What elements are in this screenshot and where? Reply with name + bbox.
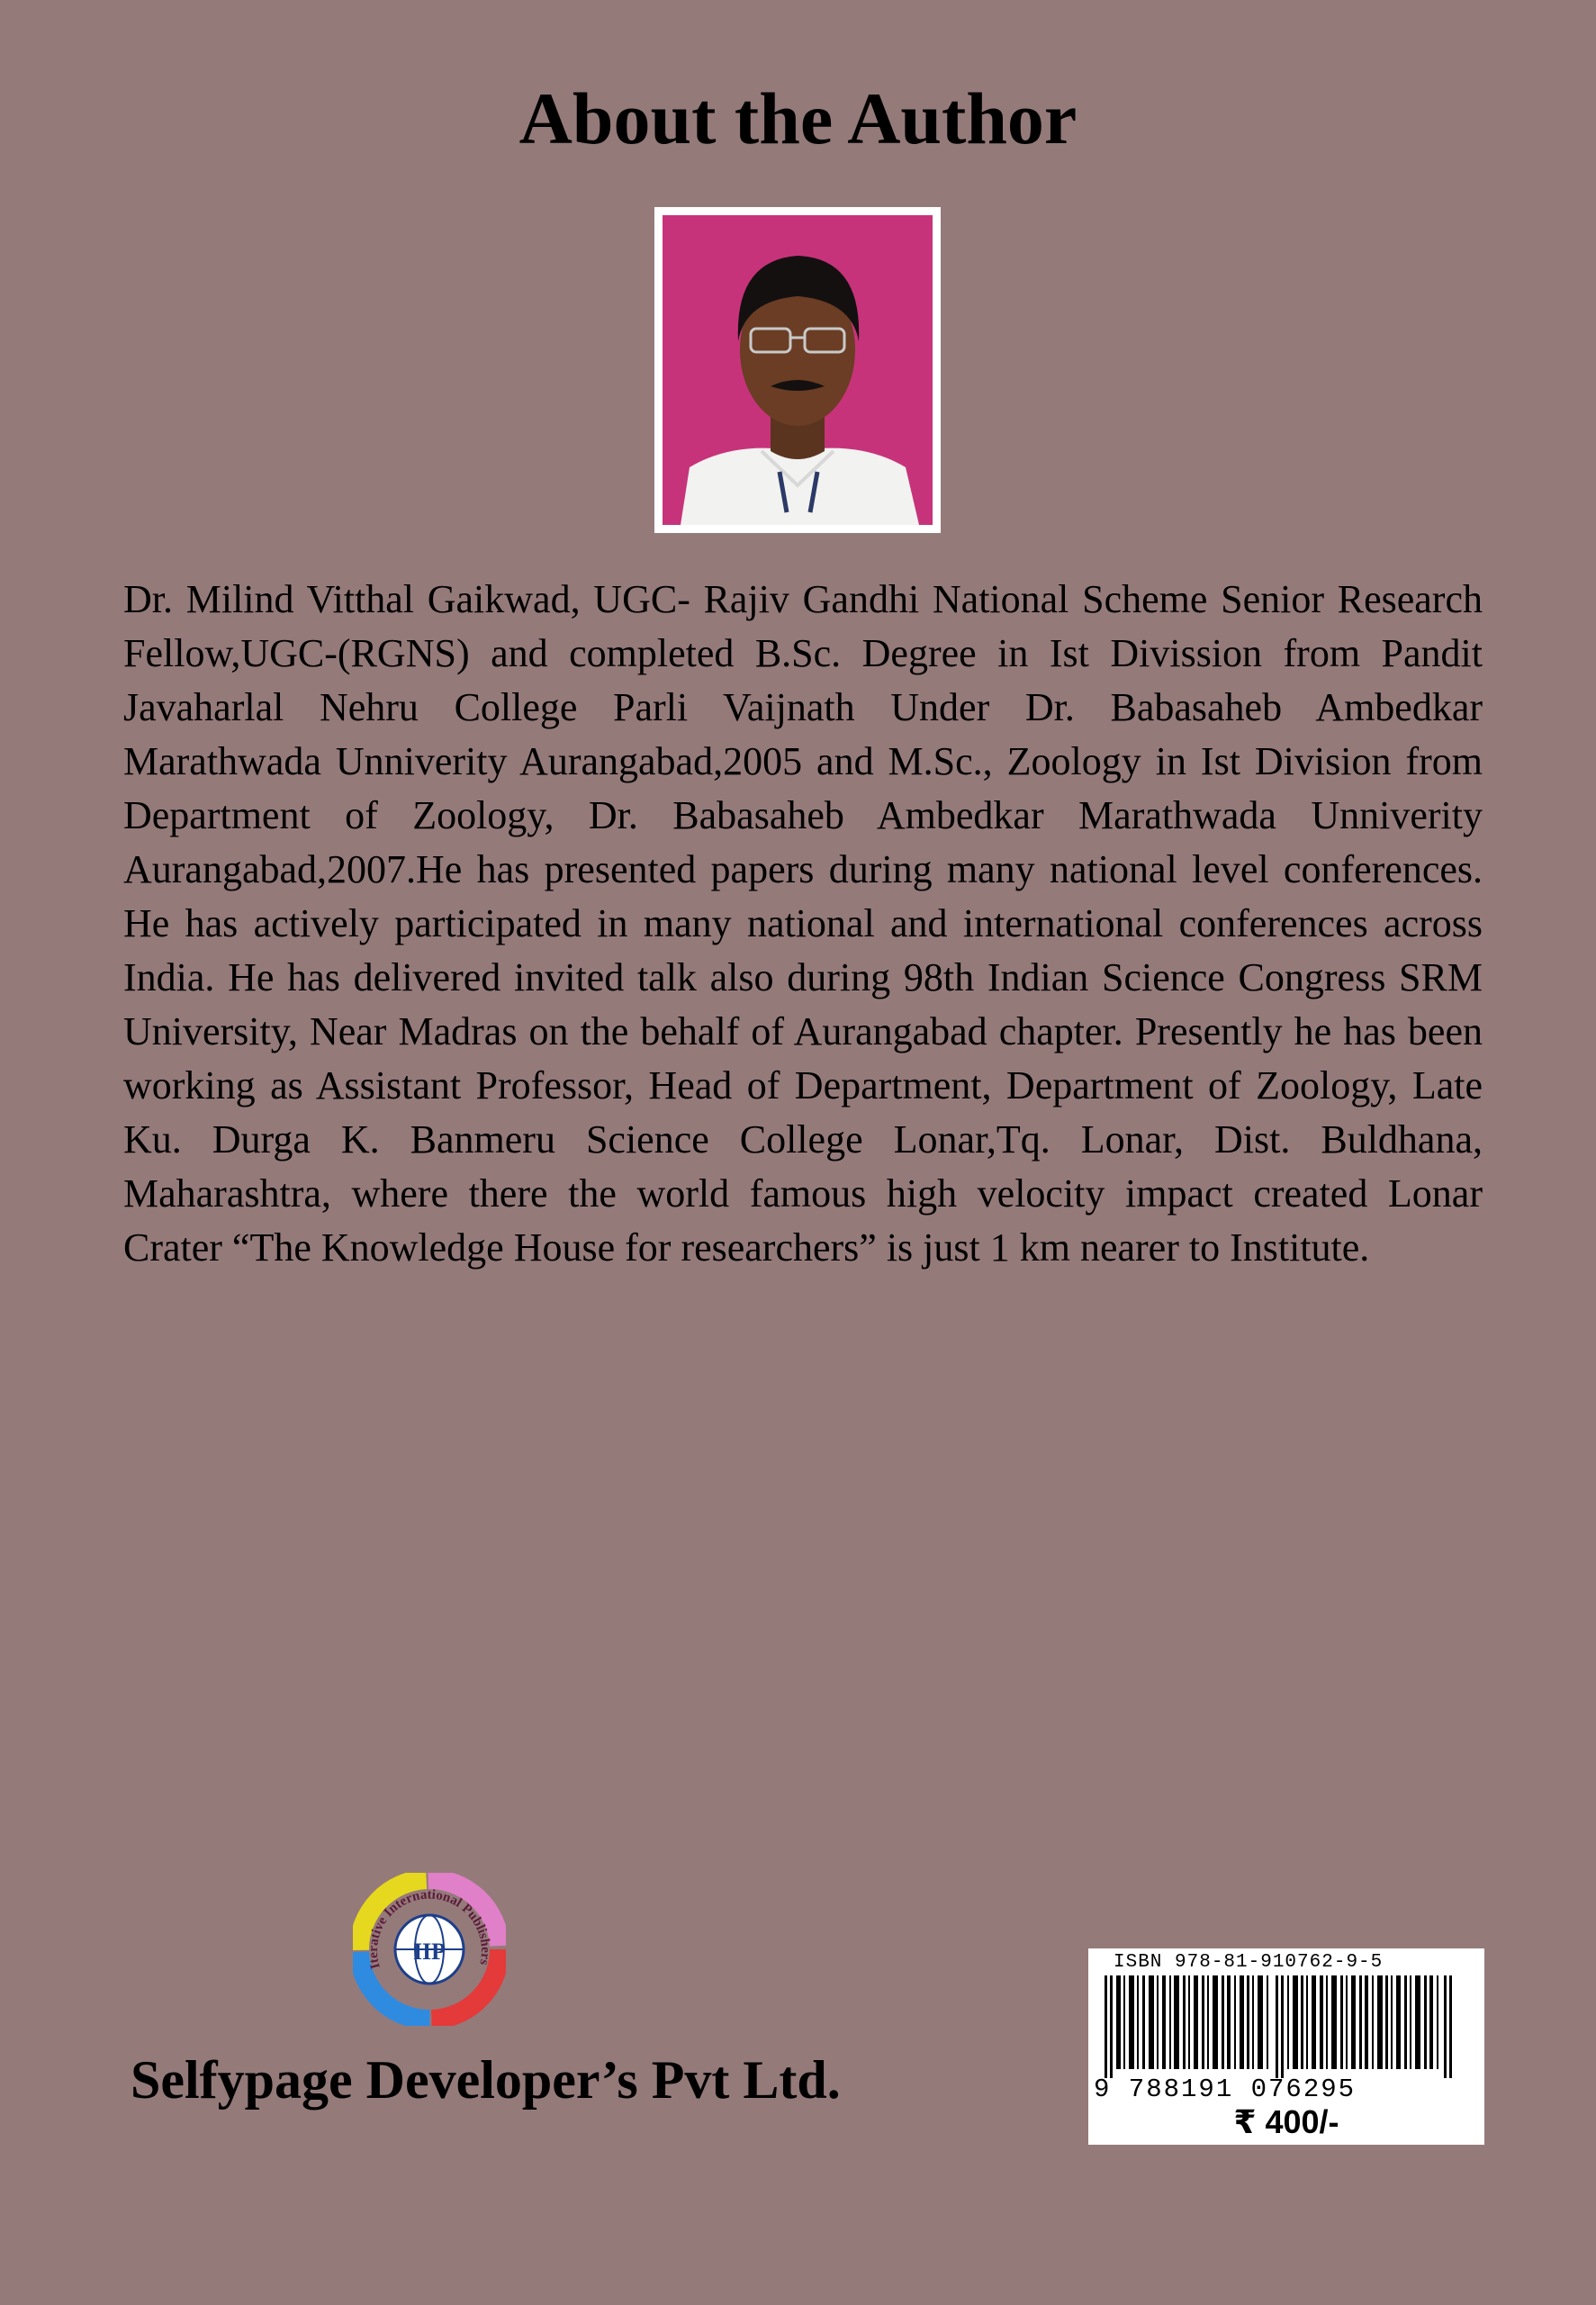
publisher-name: Selfypage Developer’s Pvt Ltd. xyxy=(131,2050,841,2110)
logo-monogram: IIP xyxy=(412,1939,446,1965)
barcode-panel xyxy=(1088,1948,1484,2145)
author-bio: Dr. Milind Vitthal Gaikwad, UGC- Rajiv Gandhi National Scheme Senior Research Fellow,UGC-(RGNS) and completed B.Sc. Degree in Ist Divission from Pandit Javaharlal Nehru College Parli Vaijnath Under Dr. Babasaheb Ambedkar Marathwada Unniverity Aurangabad,2005 and M.Sc., Zoology in Ist Division from Department of Zoology, Dr. Babasaheb Ambedkar Marathwada Unniverity Aurangabad,2007.He has presented papers during many national level conferences. He has actively participated in many national and international conferences across India. He has delivered invited talk also during 98th Indian Science Congress SRM University, Near Madras on the behalf of Aurangabad chapter. Presently he has been working as Assistant Professor, Head of Department, Department of Zoology, Late Ku. Durga K. Banmeru Science College Lonar,Tq. Lonar, Dist. Buldhana, Maharashtra, where there the world famous high velocity impact created Lonar Crater “The Knowledge House for researchers” is just 1 km nearer to Institute. xyxy=(123,577,1483,1270)
publisher-logo-icon xyxy=(353,1873,506,2026)
barcode-digits: 9 788191 076295 xyxy=(1094,2074,1357,2104)
isbn-label: ISBN 978-81-910762-9-5 xyxy=(1114,1952,1384,1973)
logo-ring-text: Iterative International Publishers xyxy=(365,1887,493,1971)
barcode-bars-icon xyxy=(1105,1975,1465,2078)
page-title: About the Author xyxy=(518,77,1078,159)
author-photo xyxy=(663,215,933,525)
author-photo-frame xyxy=(654,207,941,533)
price-label: ₹ 400/- xyxy=(1233,2103,1339,2140)
